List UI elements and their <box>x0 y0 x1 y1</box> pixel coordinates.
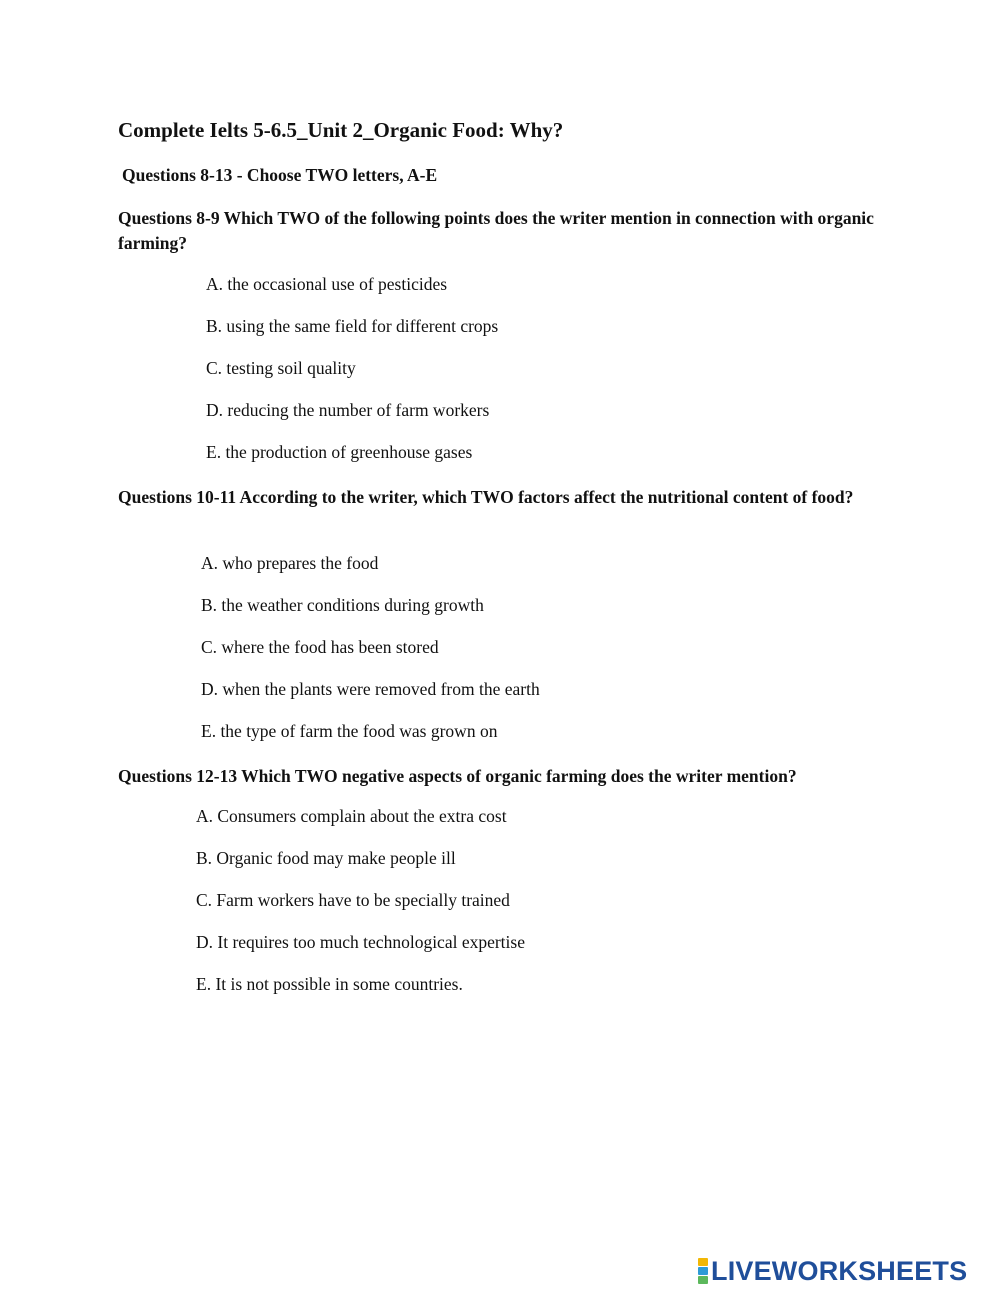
question-8-9-prompt: Questions 8-9 Which TWO of the following points does the writer mention in connection with organic farming? <box>118 208 874 253</box>
liveworksheets-logo <box>698 1257 967 1285</box>
question-10-11-option-d: D. when the plants were removed from the earth <box>201 679 540 699</box>
question-8-9-option-d: D. reducing the number of farm workers <box>206 400 490 420</box>
logo-block-1 <box>698 1258 708 1266</box>
page-title: Complete Ielts 5-6.5_Unit 2_Organic Food: Why? <box>118 118 564 142</box>
question-12-13-prompt: Questions 12-13 Which TWO negative aspects of organic farming does the writer mention? <box>118 766 797 786</box>
question-8-9-option-c: C. testing soil quality <box>206 358 356 378</box>
logo-block-2 <box>698 1267 708 1275</box>
logo-wordmark: LIVEWORKSHEETS <box>711 1256 968 1286</box>
question-10-11-option-e: E. the type of farm the food was grown on <box>201 721 498 741</box>
question-10-11-option-c: C. where the food has been stored <box>201 637 439 657</box>
question-10-11-option-b: B. the weather conditions during growth <box>201 595 484 615</box>
question-8-9-option-e: E. the production of greenhouse gases <box>206 442 473 462</box>
question-12-13-option-d: D. It requires too much technological expertise <box>196 932 525 952</box>
question-12-13-option-c: C. Farm workers have to be specially trained <box>196 890 510 910</box>
logo-blocks-icon <box>698 1258 708 1284</box>
question-12-13-option-b: B. Organic food may make people ill <box>196 848 456 868</box>
logo-block-3 <box>698 1276 708 1284</box>
question-8-9-option-b: B. using the same field for different crops <box>206 316 499 336</box>
question-8-9-option-a: A. the occasional use of pesticides <box>206 274 448 294</box>
question-12-13-option-e: E. It is not possible in some countries. <box>196 974 463 994</box>
question-12-13-option-a: A. Consumers complain about the extra cost <box>196 806 507 826</box>
question-10-11-option-a: A. who prepares the food <box>201 553 379 573</box>
question-10-11-prompt: Questions 10-11 According to the writer, which TWO factors affect the nutritional content of food? <box>118 487 854 507</box>
instructions-heading: Questions 8-13 - Choose TWO letters, A-E <box>122 165 438 185</box>
